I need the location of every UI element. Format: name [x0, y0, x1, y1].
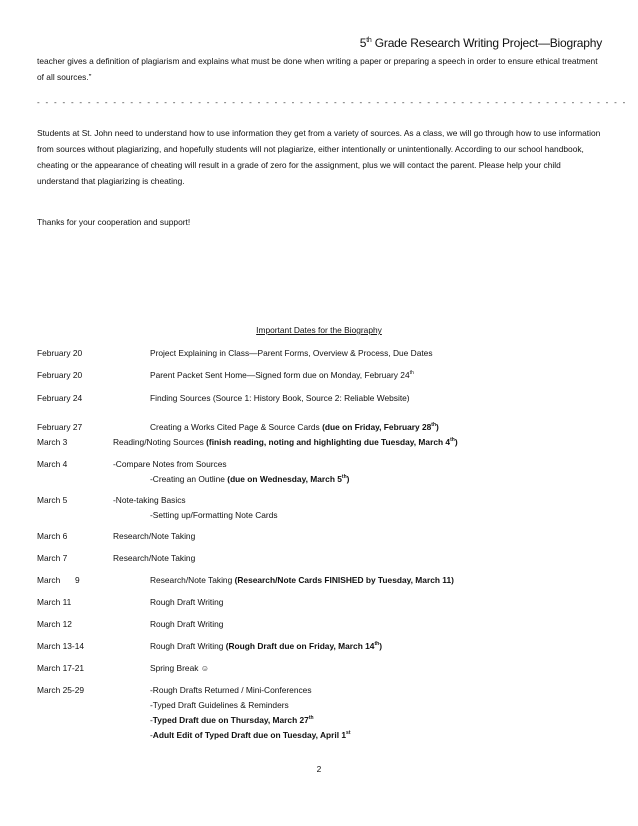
due-date-note: Adult Edit of Typed Draft due on Tuesday, April 1st: [152, 730, 351, 740]
schedule-text: Research/Note Taking: [113, 531, 196, 541]
schedule-date: February 20: [37, 370, 83, 380]
schedule-text: Rough Draft Writing: [150, 597, 224, 607]
schedule-date: February 20: [37, 348, 83, 358]
schedule-subtext: -Creating an Outline (due on Wednesday, March 5th): [150, 474, 350, 484]
schedule-date: February 24: [37, 393, 83, 403]
header-title: Grade Research Writing Project—Biography: [371, 36, 602, 50]
schedule-text: Research/Note Taking: [113, 553, 196, 563]
due-date-note: Typed Draft due on Thursday, March 27th: [152, 715, 314, 725]
schedule-date: March 12: [37, 619, 72, 629]
due-date-note: (Research/Note Cards FINISHED by Tuesday, March 11): [234, 575, 454, 585]
schedule-date-extra: 9: [75, 575, 80, 585]
separator-line: - - - - - - - - - - - - - - - - - - - - - - - - - - - - - - - - - - - - - - - - - - - - - - - - - - - - - - - - - - - - - - - - - - - - - -: [37, 98, 628, 107]
schedule-date: March 11: [37, 597, 72, 607]
schedule-date: March 25-29: [37, 685, 85, 695]
schedule-text: Rough Draft Writing: [150, 619, 224, 629]
schedule-text: Spring Break ☺: [150, 663, 210, 673]
schedule-date: March 4: [37, 459, 68, 469]
grade-suffix: th: [366, 37, 372, 44]
schedule-date: March: [37, 575, 61, 585]
due-date-note: (finish reading, noting and highlighting due Tuesday, March 4th): [206, 437, 458, 447]
schedule-date: March 3: [37, 437, 68, 447]
schedule-text: -Note-taking Basics: [113, 495, 186, 505]
grade-number: 5: [359, 36, 367, 50]
body-paragraph: Students at St. John need to understand how to use information they get from a variety of sources. As a class, we will go through how to use information from sources without plagiarizing, and hopefully students will not plagiarize, either intentionally or unintentionally. According to our school handbook, cheating or the appearance of cheating will result in a grade of zero for the assignment, plus we will contact the parent. Please help your child understand that plagiarizing is cheating.: [37, 128, 601, 186]
schedule-text: Project Explaining in Class—Parent Forms, Overview & Process, Due Dates: [150, 348, 433, 358]
due-date-note: (Rough Draft due on Friday, March 14th): [225, 641, 382, 651]
schedule-text: -Rough Drafts Returned / Mini-Conferences: [150, 685, 312, 695]
schedule-text: Rough Draft Writing (Rough Draft due on Friday, March 14th): [150, 641, 382, 651]
schedule-text: Research/Note Taking (Research/Note Cards FINISHED by Tuesday, March 11): [150, 575, 454, 585]
schedule-text: Parent Packet Sent Home—Signed form due on Monday, February 24th: [150, 370, 414, 380]
intro-quote-ending: teacher gives a definition of plagiarism and explains what must be done when writing a paper or preparing a speech in order to ensure ethical treatment of all sources.”: [37, 56, 598, 82]
schedule-date: March 13-14: [37, 641, 85, 651]
schedule-date: March 17-21: [37, 663, 85, 673]
schedule-text: Finding Sources (Source 1: History Book, Source 2: Reliable Website): [150, 393, 410, 403]
page-number: 2: [316, 764, 322, 774]
schedule-date: March 6: [37, 531, 68, 541]
important-dates-title: Important Dates for the Biography: [256, 325, 382, 335]
due-date-note: (due on Friday, February 28th): [322, 422, 439, 432]
schedule-date: February 27: [37, 422, 83, 432]
schedule-subtext: -Typed Draft due on Thursday, March 27th: [150, 715, 314, 725]
page-header: [360, 36, 602, 50]
schedule-text: -Compare Notes from Sources: [113, 459, 227, 469]
thanks-line: Thanks for your cooperation and support!: [37, 217, 191, 227]
schedule-date: March 5: [37, 495, 68, 505]
schedule-date: March 7: [37, 553, 68, 563]
schedule-subtext: -Typed Draft Guidelines & Reminders: [150, 700, 289, 710]
schedule-subtext: -Adult Edit of Typed Draft due on Tuesday, April 1st: [150, 730, 351, 740]
schedule-text: Reading/Noting Sources (finish reading, noting and highlighting due Tuesday, March 4th): [113, 437, 458, 447]
schedule-subtext: -Setting up/Formatting Note Cards: [150, 510, 278, 520]
schedule-text: Creating a Works Cited Page & Source Cards (due on Friday, February 28th): [150, 422, 439, 432]
due-date-note: (due on Wednesday, March 5th): [227, 474, 350, 484]
